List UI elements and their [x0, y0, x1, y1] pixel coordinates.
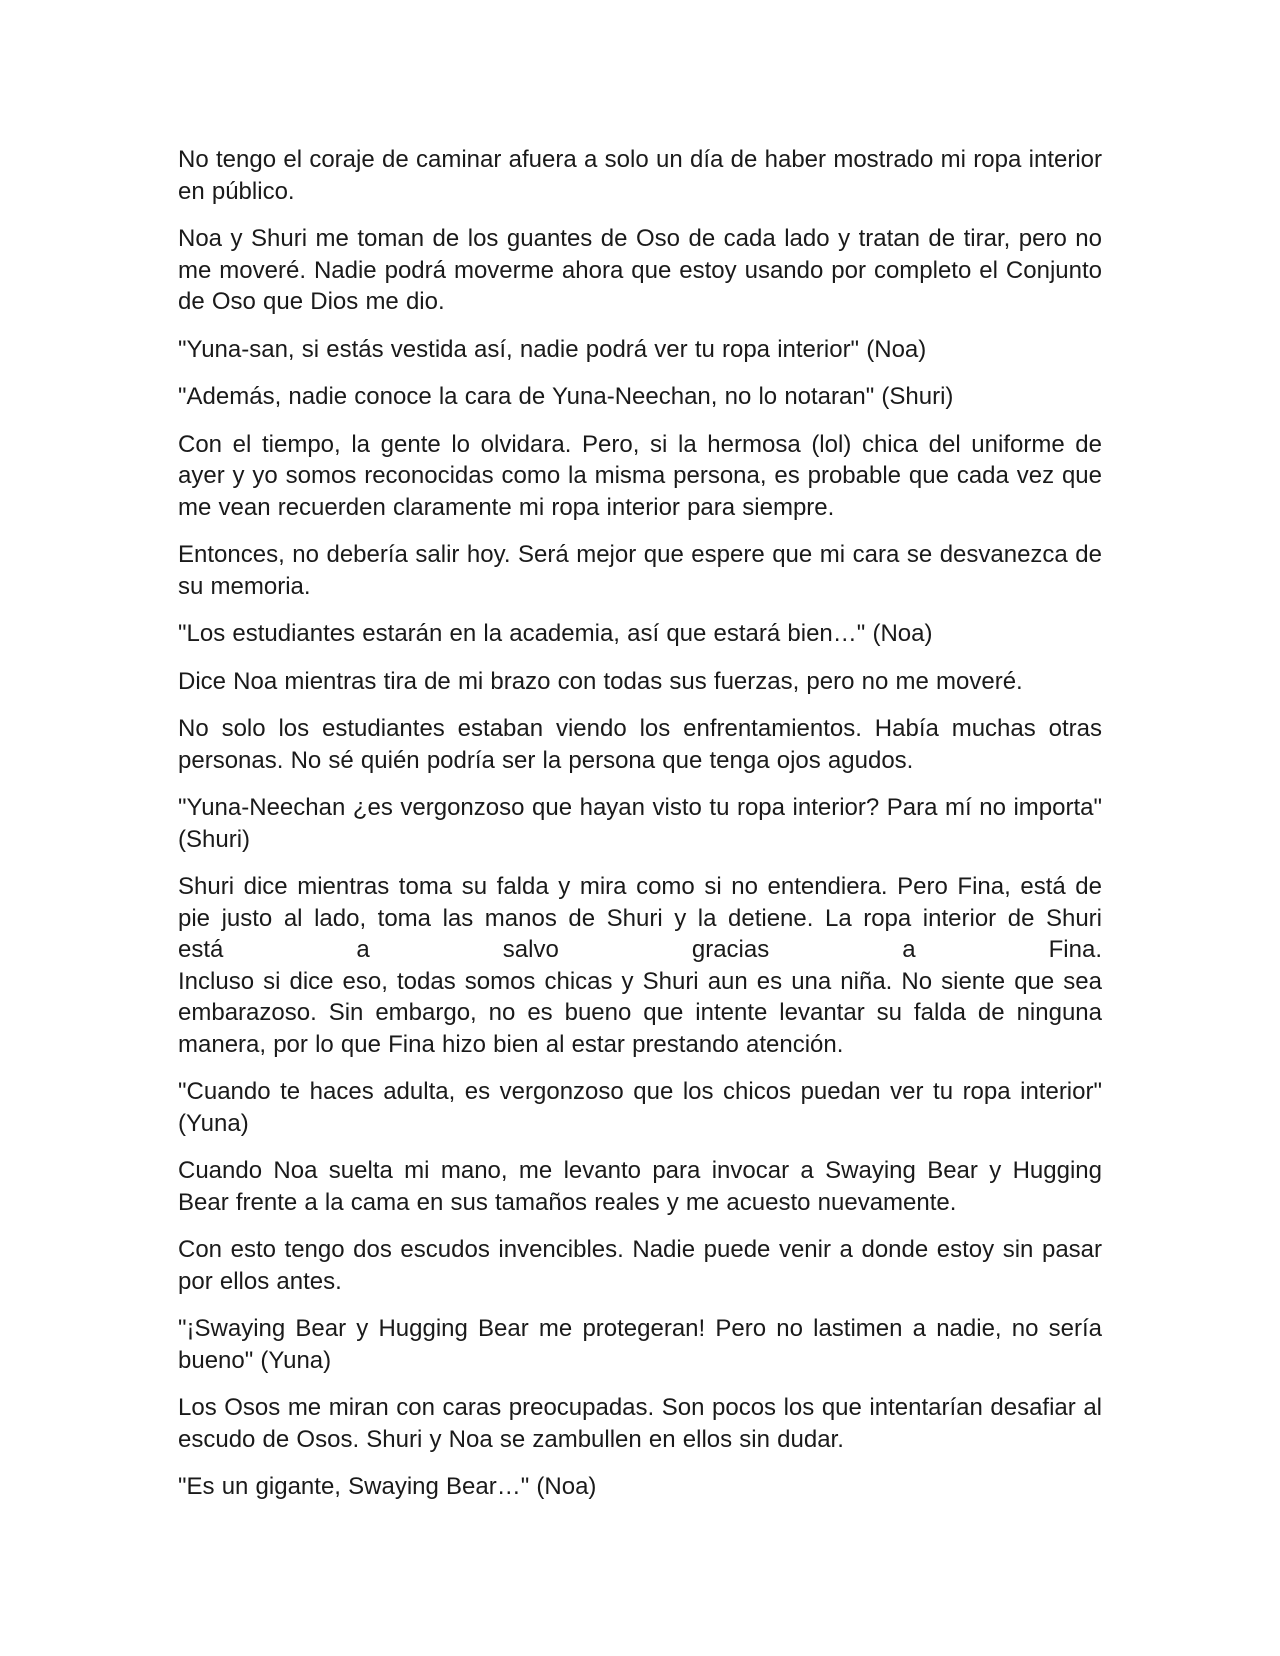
paragraph-8: Dice Noa mientras tira de mi brazo con todas sus fuerzas, pero no me moveré.: [178, 667, 1023, 695]
paragraph-13: Cuando Noa suelta mi mano, me levanto para invocar a Swaying Bear y Hugging Bear frente a la cama en sus tamaños reales y me acuesto nuevamente.: [178, 1157, 1102, 1216]
paragraph-5: Con el tiempo, la gente lo olvidara. Pero, si la hermosa (lol) chica del uniforme de ayer y yo somos reconocidas como la misma persona, es probable que cada vez que me vean recuerden claramente mi ropa interior para siempre.: [178, 430, 1102, 521]
paragraph-10: "Yuna-Neechan ¿es vergonzoso que hayan visto tu ropa interior? Para mí no importa" (Shuri): [178, 794, 1102, 853]
paragraph-12: "Cuando te haces adulta, es vergonzoso que los chicos puedan ver tu ropa interior" (Yuna): [178, 1078, 1102, 1137]
paragraph-3: "Yuna-san, si estás vestida así, nadie podrá ver tu ropa interior" (Noa): [178, 335, 927, 363]
paragraph-11-part-2: está a salvo gracias a Fina.: [178, 936, 1102, 963]
paragraph-11-part-1: Shuri dice mientras toma su falda y mira como si no entendiera. Pero Fina, está de pie justo al lado, toma las manos de Shuri y la detiene. La ropa interior de Shuri: [178, 873, 1102, 932]
paragraph-9: No solo los estudiantes estaban viendo los enfrentamientos. Había muchas otras personas. No sé quién podría ser la persona que tenga ojos agudos.: [178, 715, 1102, 774]
paragraph-11-part-3: Incluso si dice eso, todas somos chicas y Shuri aun es una niña. No siente que sea embarazoso. Sin embargo, no es bueno que intente levantar su falda de ninguna manera, por lo que Fina hizo bien al estar prestando atención.: [178, 967, 1102, 1058]
paragraph-7: "Los estudiantes estarán en la academia, así que estará bien…" (Noa): [178, 620, 933, 647]
paragraph-15: "¡Swaying Bear y Hugging Bear me protegeran! Pero no lastimen a nadie, no sería bueno" (Yuna): [178, 1315, 1102, 1374]
paragraph-14: Con esto tengo dos escudos invencibles. Nadie puede venir a donde estoy sin pasar por ellos antes.: [178, 1236, 1102, 1295]
paragraph-16: Los Osos me miran con caras preocupadas. Son pocos los que intentarían desafiar al escudo de Osos. Shuri y Noa se zambullen en ellos sin dudar.: [178, 1394, 1102, 1453]
paragraph-6: Entonces, no debería salir hoy. Será mejor que espere que mi cara se desvanezca de su memoria.: [178, 541, 1102, 600]
paragraph-17: "Es un gigante, Swaying Bear…" (Noa): [178, 1473, 597, 1500]
paragraph-4: "Además, nadie conoce la cara de Yuna-Neechan, no lo notaran" (Shuri): [178, 383, 954, 410]
paragraph-11: [178, 871, 1102, 1060]
paragraph-1: No tengo el coraje de caminar afuera a solo un día de haber mostrado mi ropa interior en público.: [178, 146, 1102, 205]
paragraph-2: Noa y Shuri me toman de los guantes de Oso de cada lado y tratan de tirar, pero no me moveré. Nadie podrá moverme ahora que estoy usando por completo el Conjunto de Oso que Dios me dio.: [178, 225, 1102, 315]
